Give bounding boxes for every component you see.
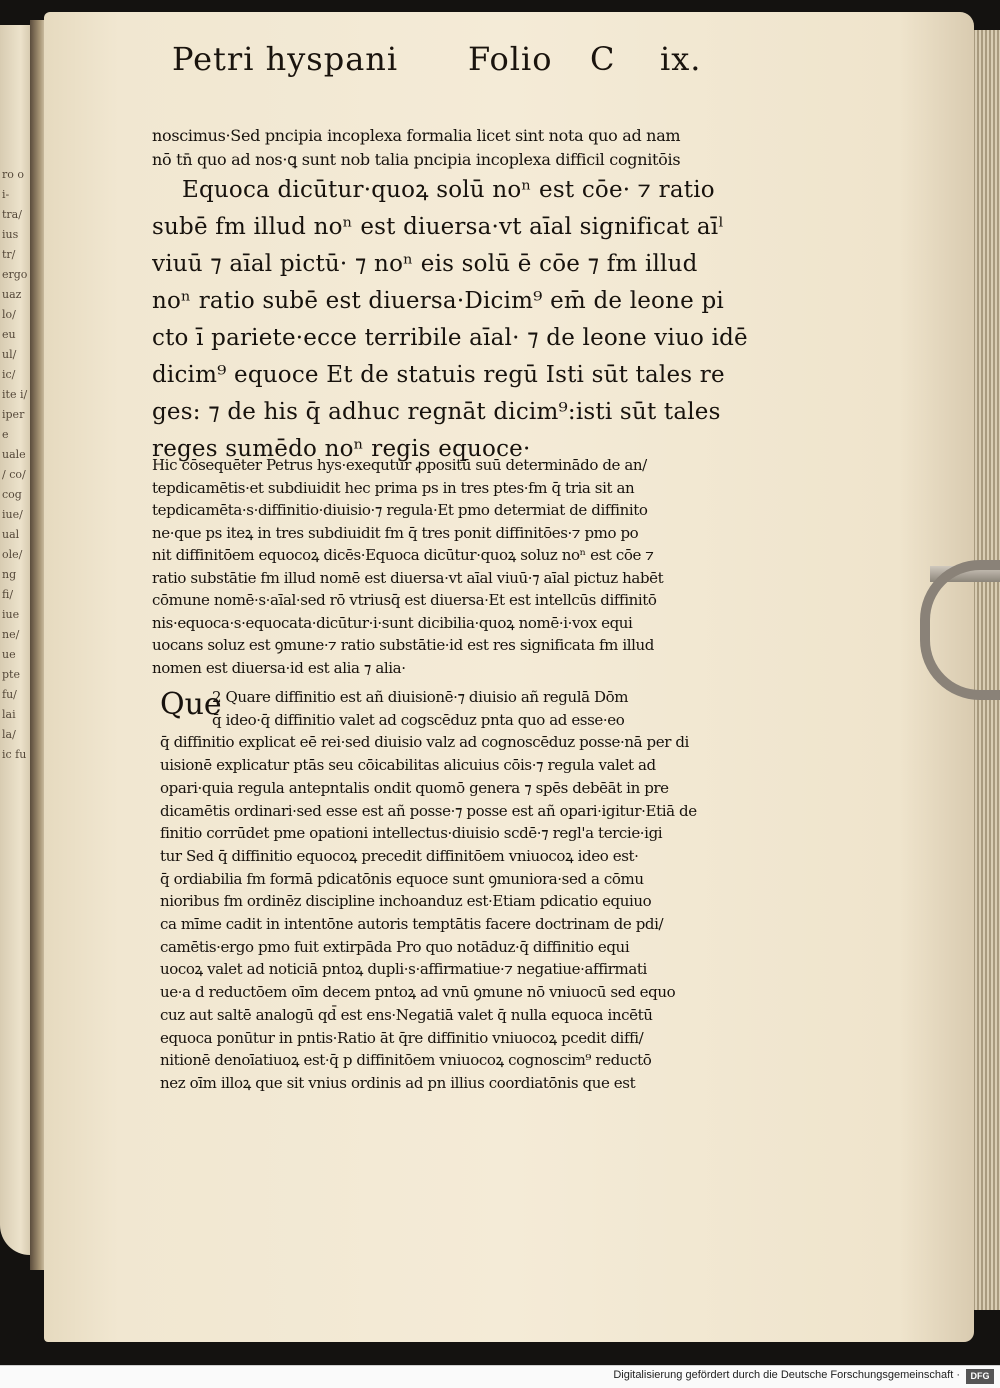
funding-credit: Digitalisierung gefördert durch die Deutsche Forschungsgemeinschaft · [613, 1369, 960, 1381]
text-line: q̄ diffinitio explicat eē rei·sed diuisio valz ad cognoscēduz posse·nā per di [160, 733, 689, 752]
folio-letter: C [590, 40, 616, 78]
text-block-commentary [152, 454, 767, 679]
text-line: noⁿ ratio subē est diuersa·Dicim⁹ em̄ de leone pi [152, 288, 724, 314]
text-block-question [160, 686, 775, 1095]
text-line: dicim⁹ equoce Et de statuis regū Isti sūt tales re [152, 362, 725, 388]
text-line: nis·equoca·s·equocata·dicūtur·i·sunt dicibilia·quoꝝ nomē·i·vox equi [152, 613, 633, 632]
previous-page-edge [0, 25, 34, 1255]
text-line: q̄ ideo·q̄ diffinitio valet ad cogscēduz pnta quo ad esse·eo [212, 710, 625, 729]
text-line: uocoꝝ valet ad noticiā pntoꝝ dupli·s·affirmatiue·⁊ negatiue·affirmati [160, 960, 647, 979]
text-line: ue·a d reductōem oīm decem pntoꝝ ad vnū ꝯmune nō vniuocū sed equo [160, 983, 676, 1002]
text-line: ca mīme cadit in intentōne autoris temptātis facere doctrinam de pdi/ [160, 915, 664, 934]
running-head [172, 40, 732, 90]
text-line: Equoca dicūtur·quoꝝ solū noⁿ est cōe· ⁊ ratio [182, 177, 715, 203]
text-line: ratio substātie fm illud nomē est diuersa·vt aīal viuū·⁊ aīal pictuz habēt [152, 568, 664, 587]
question-initial [160, 688, 775, 722]
text-line: finitio corrūdet pme opationi intellectus·diuisio scdē·⁊ regl'a tercie·igi [160, 824, 663, 843]
text-line: nioribus fm ordinēz discipline inchoanduz est·Etiam pdicatio equiuo [160, 892, 652, 911]
text-line: tepdicamēta·s·diffinitio·diuisio·⁊ regula·Et pmo determiat de diffinito [152, 501, 648, 519]
text-line: uisionē explicatur ptās seu cōicabilitas alicuius cōis·⁊ regula valet ad [160, 756, 656, 775]
text-line: q̄ ordiabilia fm formā pdicatōnis equoce sunt ꝯmuniora·sed a cōmu [160, 869, 644, 888]
text-line: viuū ⁊ aīal pictū· ⁊ noⁿ eis solū ē cōe ⁊ fm illud [152, 251, 698, 277]
text-line: nit diffinitōem equocoꝝ dicēs·Equoca dicūtur·quoꝝ soluz noⁿ est cōe ⁊ [152, 546, 654, 564]
text-line: cōmune nomē·s·aīal·sed rō vtriusq̄ est diuersa·Et est intellcūs diffinitō [152, 591, 657, 609]
text-line: cuz aut saltē analogū qd̄ est ens·Negatiā valet q̄ nulla equoca incētū [160, 1005, 653, 1024]
text-line: ne·que ps iteꝝ in tres subdiuidit fm q̄ tres ponit diffinitōes·⁊ pmo po [152, 523, 639, 542]
text-line: ges: ⁊ de his q̄ adhuc regnāt dicim⁹:isti sūt tales [152, 399, 721, 425]
question-initial-text: Que [160, 687, 222, 722]
footer-bar [0, 1365, 1000, 1388]
text-line: nez oīm illoꝝ que sit vnius ordinis ad pn illius coordiatōnis que est [160, 1073, 636, 1092]
text-line: camētis·ergo pmo fuit extirpāda Pro quo notāduz·q̄ diffinitio equi [160, 937, 630, 956]
text-line: tur Sed q̄ diffinitio equocoꝝ precedit diffinitōem vniuocoꝝ ideo est· [160, 846, 639, 865]
text-line: dicamētis ordinari·sed esse est añ posse·⁊ posse est añ opari·igitur·Etiā de [160, 801, 697, 820]
text-block-definition-large [152, 172, 767, 468]
text-line: nitionē denoīatiuoꝝ est·q̄ p diffinitōem vniuocoꝝ cognoscim⁹ reductō [160, 1051, 652, 1070]
text-line: equoca ponūtur in pntis·Ratio āt q̄re diffinitio vniuocoꝝ pcedit diffi/ [160, 1028, 644, 1047]
text-block-continuation [152, 124, 767, 172]
dfg-logo: DFG [966, 1369, 994, 1384]
text-line: nomen est diuersa·id est alia ⁊ alia· [152, 658, 406, 677]
text-line: uocans soluz est ꝯmune·⁊ ratio substātie·id est res significata fm illud [152, 636, 655, 654]
previous-page-margin-text: ro o i- tra/ ius tr/ ergo uaz lo/ eu ul/ ic/ ite i/ ipere uale/ co/ cog iue/ ual ole/ ng fi/ iue ne/ ue pte fu/ lai la/ ic fu [2, 168, 28, 761]
text-line: reges sumēdo noⁿ regis equoce· [152, 436, 531, 462]
text-line: 2 Quare diffinitio est añ diuisionē·⁊ diuisio añ regulā Dōm [212, 688, 629, 706]
text-line: tepdicamētis·et subdiuidit hec prima ps in tres ptes·fm q̄ tria sit an [152, 478, 635, 497]
text-line: noscimus·Sed pncipia incoplexa formalia licet sint nota quo ad nam [152, 126, 681, 145]
text-line: cto ī pariete·ecce terribile aīal· ⁊ de leone viuo idē [152, 325, 748, 351]
folio-label: Folio [468, 40, 553, 78]
text-line: opari·quia regula antepntalis ondit quomō genera ⁊ spēs debēāt in pre [160, 778, 669, 797]
running-head-title: Petri hyspani [172, 40, 399, 78]
folio-number: ix. [660, 40, 702, 78]
text-line: nō tn̄ quo ad nos·ꝗ sunt nob talia pncipia incoplexa difficil cognitōis [152, 150, 681, 169]
text-line: subē fm illud noⁿ est diuersa·vt aīal significat aīˡ [152, 214, 725, 240]
text-line: Hic cōsequēter Petrus hys·exequtur ꝓpositū suū determinādo de an/ [152, 456, 647, 474]
